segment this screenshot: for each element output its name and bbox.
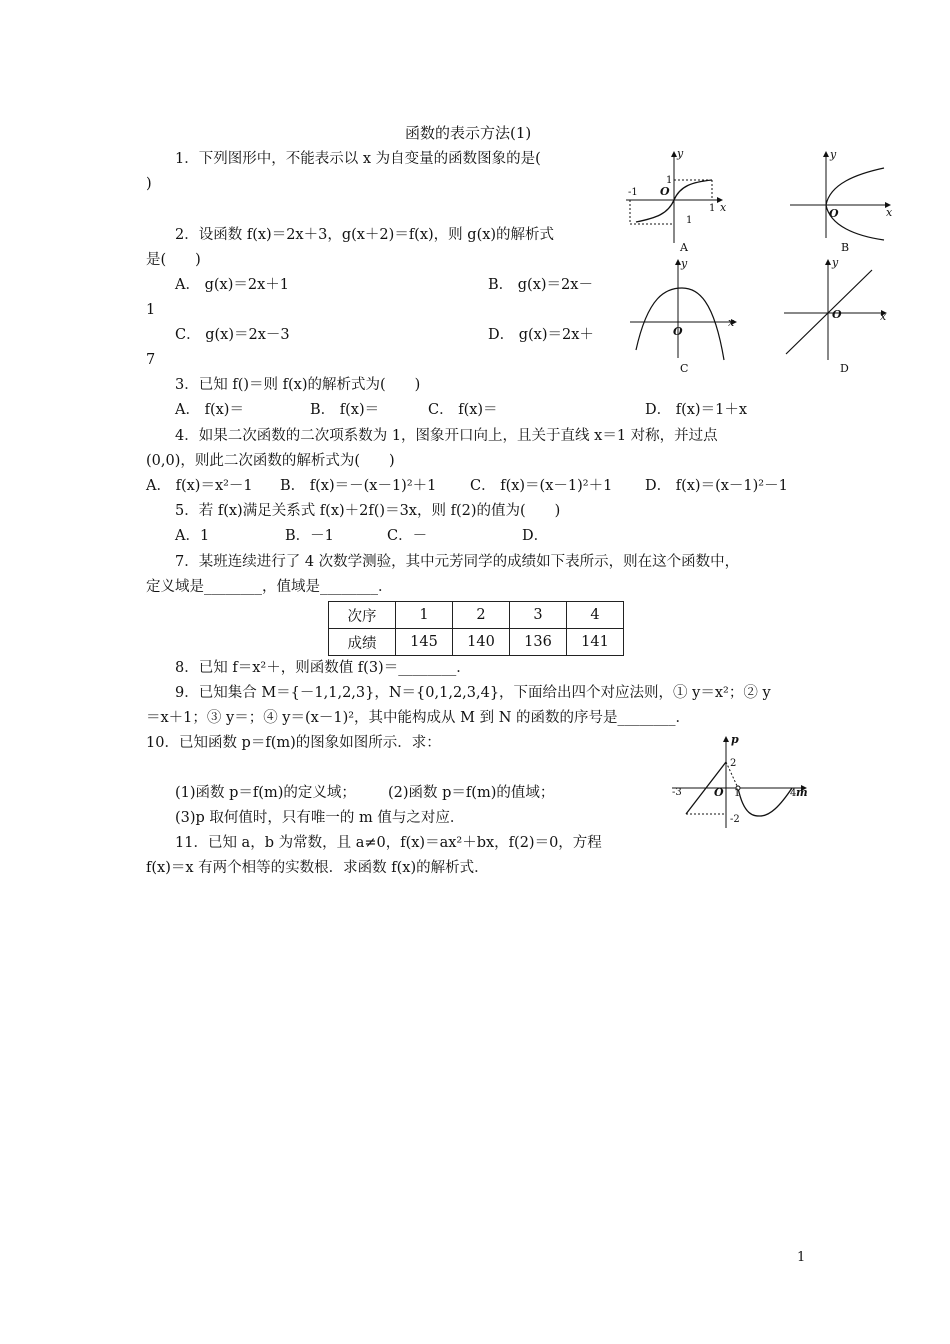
y-label: y [832,256,839,269]
q2-option-a: A． g(x)＝2x＋1 [175,277,289,293]
q2-option-b-cont: 1 [146,302,156,318]
q2-line2: 是( ) [146,252,201,268]
q5-stem: 5．若 f(x)满足关系式 f(x)＋2f()＝3x，则 f(2)的值为( ) [175,503,561,519]
table-cell: 3 [510,602,567,629]
table-cell: 2 [453,602,510,629]
curve [826,168,884,240]
q3-option-a: A． f(x)＝ [175,402,244,418]
y-label: y [681,257,688,270]
figure-label: C [680,362,689,375]
figure-label: D [840,362,849,375]
origin-label: O [829,207,839,220]
line [786,270,872,354]
origin-label: O [714,786,724,799]
tick-label: -3 [672,787,682,798]
table-cell: 140 [453,629,510,656]
origin-label: O [832,308,842,321]
y-label: y [830,148,837,161]
tick-label: 1 [666,175,673,186]
table-cell: 145 [396,629,453,656]
q2-option-c: C． g(x)＝2x－3 [175,327,290,343]
q3-option-c: C． f(x)＝ [428,402,498,418]
tick-label: 1 [709,203,716,214]
q5-option-c: C．－ [387,528,428,544]
q4-option-a: A． f(x)＝x²－1 [146,478,253,494]
q10-part1: (1)函数 p＝f(m)的定义域； [175,785,356,801]
q10-stem: 10．已知函数 p＝f(m)的图象如图所示．求： [146,735,441,751]
q4-line2: (0,0)，则此二次函数的解析式为( ) [146,453,395,469]
page-title: 函数的表示方法(1) [405,124,532,142]
m-label: m [796,786,808,799]
figure-a [622,148,732,260]
curve [738,788,792,816]
page-number: 1 [797,1250,806,1265]
q2-option-b: B． g(x)＝2x－ [488,277,593,293]
q10-part2: (2)函数 p＝f(m)的值域； [388,785,555,801]
origin-label: O [673,325,683,338]
q11-line1: 11．已知 a，b 为常数，且 a≠0，f(x)＝ax²＋bx，f(2)＝0，方程 [175,835,602,851]
table-cell: 1 [396,602,453,629]
q5-option-a: A．1 [175,528,210,544]
q4-option-d: D． f(x)＝(x－1)²－1 [645,478,788,494]
table-cell: 成绩 [329,629,396,656]
q2-option-d-cont: 7 [146,352,156,368]
tick-label: 1 [734,788,741,799]
table-cell: 次序 [329,602,396,629]
table-cell: 136 [510,629,567,656]
p-label: p [731,733,739,746]
q10-graph [668,734,816,830]
q1-line2: ) [146,176,152,192]
q3-option-d: D． f(x)＝1＋x [645,402,747,418]
figure-label: B [841,241,850,254]
q1-line1: 1．下列图形中，不能表示以 x 为自变量的函数图象的是( [175,151,541,167]
q2-line1: 2．设函数 f(x)＝2x＋3，g(x＋2)＝f(x)，则 g(x)的解析式 [175,227,555,243]
q5-option-d: D． [522,528,549,544]
q5-option-b: B．－1 [285,528,334,544]
origin-label: O [660,185,670,198]
table-cell: 141 [567,629,624,656]
tick-label: 1 [686,215,693,226]
q9-line2: ＝x＋1；③ y＝；④ y＝(x－1)²，其中能构成从 M 到 N 的函数的序号是________． [146,710,691,726]
q7-line2: 定义域是________，值域是________． [146,579,393,595]
q4-line1: 4．如果二次函数的二次项系数为 1，图象开口向上，且关于直线 x＝1 对称，并过点 [175,428,718,444]
q3-stem: 3．已知 f()＝则 f(x)的解析式为( ) [175,377,421,393]
q4-option-b: B． f(x)＝－(x－1)²＋1 [280,478,437,494]
q10-part3: (3)p 取何值时，只有唯一的 m 值与之对应． [175,810,465,826]
q8-stem: 8．已知 f＝x²＋，则函数值 f(3)＝________． [175,660,471,676]
table-cell: 4 [567,602,624,629]
x-label: x [886,206,893,219]
tick-label: -2 [730,814,740,825]
table-row [329,602,624,629]
figure-b [786,148,896,260]
q7-line1: 7．某班连续进行了 4 次数学测验，其中元芳同学的成绩如下表所示，则在这个函数中， [175,554,740,570]
figure-label: A [680,241,688,254]
curve [636,288,724,360]
scores-table [328,601,624,656]
tick-label: 2 [730,758,737,769]
figure-d [780,256,896,376]
q9-line1: 9．已知集合 M＝{－1,1,2,3}，N＝{0,1,2,3,4}，下面给出四个对应法则，① y＝x²；② y [175,685,771,701]
q11-line2: f(x)＝x 有两个相等的实数根．求函数 f(x)的解析式． [146,860,489,876]
q4-option-c: C． f(x)＝(x－1)²＋1 [470,478,613,494]
x-label: x [720,201,727,214]
tick-label: 4 [790,788,797,799]
q2-option-d: D． g(x)＝2x＋ [488,327,594,343]
x-label: x [880,310,887,323]
table-row [329,629,624,656]
figure-c [624,256,744,376]
y-label: y [677,147,684,160]
x-label: x [728,316,735,329]
tick-label: -1 [628,187,638,198]
q3-option-b: B． f(x)＝ [310,402,380,418]
